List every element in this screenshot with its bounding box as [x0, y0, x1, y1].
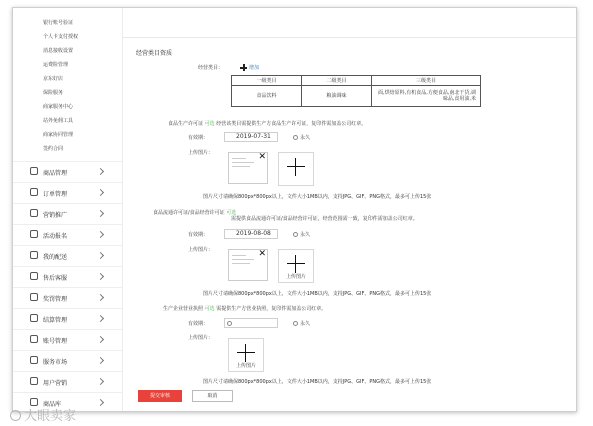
- submit-review-button[interactable]: 提交审核: [138, 390, 182, 402]
- license-note: 需提供食品流通许可证/食品经营许可证，经营范围需一致，复印件需加盖公司红章。: [231, 216, 418, 222]
- sidebar-item-delivery[interactable]: [13, 245, 123, 265]
- sidebar-item-goods[interactable]: [13, 161, 123, 181]
- chevron-right-icon: [97, 378, 104, 385]
- order-icon: [30, 188, 38, 196]
- table-header: 二级类目: [302, 76, 372, 86]
- plus-icon: [287, 158, 305, 176]
- watermark-text: 大眼卖家: [24, 409, 77, 424]
- chevron-right-icon: [97, 294, 104, 301]
- permanent-label: 永久: [300, 321, 311, 327]
- chevron-right-icon: [97, 315, 104, 322]
- upload-label: 上传图片：: [188, 335, 214, 341]
- chevron-right-icon: [97, 210, 104, 217]
- upload-label: 上传图片：: [188, 247, 214, 253]
- settlement-icon: [30, 314, 38, 322]
- chevron-right-icon: [97, 399, 104, 406]
- table-cell: 面,烘焙原料,有机食品,方便食品,南北干货,调味品,食用油,米: [372, 86, 481, 107]
- sidebar-item-marketing[interactable]: [13, 203, 123, 223]
- sidebar-item-label: 奖罚管理: [43, 296, 68, 303]
- date-input[interactable]: 2019-07-31: [224, 132, 278, 142]
- upload-image-button[interactable]: [278, 152, 314, 186]
- sidebar-item-label: 活动报名: [43, 233, 68, 240]
- optional-tag: 可选: [204, 121, 215, 127]
- upload-button-label: 上传图片: [285, 274, 306, 280]
- license-label: 生产企业营业执照: [163, 306, 204, 312]
- uploaded-image-thumb[interactable]: [228, 249, 268, 281]
- sidebar-subitem[interactable]: 站外免佣工具: [43, 118, 74, 124]
- category-label: 经营类目：: [198, 65, 224, 71]
- sidebar-item-account[interactable]: [13, 329, 123, 349]
- table-header-row: [232, 76, 481, 86]
- optional-tag: 可选: [204, 306, 215, 312]
- sidebar-item-service[interactable]: [13, 266, 123, 286]
- sidebar-item-user-marketing[interactable]: [13, 371, 123, 391]
- chevron-right-icon: [97, 168, 104, 175]
- delivery-icon: [30, 251, 38, 259]
- sidebar-item-label: 商品库: [43, 401, 62, 408]
- upload-hint: 图片尺寸请确保800px*800px以上，文件大小1MB以内，支持JPG、GIF、PNG格式，最多可上传15张: [203, 194, 432, 200]
- permanent-label: 永久: [300, 135, 311, 141]
- license-note: 经营该类目需提供生产方食品生产许可证，复印件需加盖公司红章。: [216, 121, 367, 127]
- account-icon: [30, 335, 38, 343]
- upload-label: 上传图片：: [188, 150, 214, 156]
- cancel-button[interactable]: 取消: [192, 390, 233, 402]
- sidebar-item-label: 我的配送: [43, 254, 68, 261]
- app-window: [12, 7, 577, 412]
- close-icon[interactable]: ✕: [258, 249, 266, 259]
- sidebar-subitem[interactable]: 京东好店: [43, 76, 64, 82]
- watermark: [10, 405, 76, 424]
- license-label: 食品流通许可证/食品经营许可证: [153, 210, 225, 216]
- license-label: 食品生产许可证: [168, 121, 204, 127]
- upload-button-label: 上传图片: [235, 363, 256, 369]
- license2-row: [153, 210, 236, 216]
- goods-icon: [30, 167, 38, 175]
- close-icon[interactable]: ✕: [258, 152, 266, 162]
- sidebar-subitem[interactable]: 个人卡支付授权: [43, 34, 79, 40]
- sidebar-item-label: 用户营销: [43, 380, 68, 387]
- sidebar-subitem[interactable]: 消息接收设置: [43, 48, 74, 54]
- chevron-right-icon: [97, 357, 104, 364]
- validity-label: 有效期：: [188, 232, 209, 238]
- sidebar-subitem[interactable]: 银行账号验证: [43, 20, 74, 26]
- chevron-right-icon: [97, 252, 104, 259]
- uploaded-image-thumb[interactable]: [228, 152, 268, 184]
- sidebar-item-reward[interactable]: [13, 287, 123, 307]
- optional-tag: 可选: [226, 210, 237, 216]
- add-category-button[interactable]: [240, 64, 259, 71]
- sidebar: [13, 8, 123, 411]
- sidebar-item-label: 账号管理: [43, 338, 68, 345]
- upload-hint: 图片尺寸请确保800px*800px以上，文件大小1MB以内，支持JPG、GIF、PNG格式，最多可上传15张: [203, 291, 432, 297]
- permanent-checkbox[interactable]: [293, 135, 298, 140]
- activity-icon: [30, 230, 38, 238]
- validity-label: 有效期：: [188, 135, 209, 141]
- sidebar-subitem[interactable]: 商家服务中心: [43, 104, 74, 110]
- plus-icon: [240, 64, 247, 71]
- watermark-logo-icon: [10, 410, 21, 421]
- table-header: 一级类目: [232, 76, 302, 86]
- category-table: [231, 75, 481, 107]
- sidebar-item-label: 售后客服: [43, 275, 68, 282]
- upload-hint: 图片尺寸请确保800px*800px以上，文件大小1MB以内，支持JPG、GIF、PNG格式，最多可上传15张: [203, 379, 432, 385]
- table-cell: 食品饮料: [232, 86, 302, 107]
- add-label: 增加: [249, 64, 260, 71]
- date-input[interactable]: [224, 318, 278, 328]
- table-cell: 粮油调味: [302, 86, 372, 107]
- top-strip: [123, 8, 577, 38]
- permanent-label: 永久: [300, 232, 311, 238]
- sidebar-subitem[interactable]: 保险服务: [43, 90, 64, 96]
- date-input[interactable]: 2019-08-08: [224, 229, 278, 239]
- plus-icon: [287, 255, 305, 273]
- sidebar-item-label: 服务市场: [43, 359, 68, 366]
- sidebar-item-label: 商品管理: [43, 170, 68, 177]
- marketing-icon: [30, 209, 38, 217]
- license3-row: [163, 306, 326, 312]
- main-content: [123, 8, 577, 411]
- sidebar-item-activity[interactable]: [13, 224, 123, 244]
- calendar-icon: [227, 321, 232, 326]
- table-row: [232, 86, 481, 107]
- validity-label: 有效期：: [188, 321, 209, 327]
- service-icon: [30, 272, 38, 280]
- upload-image-button[interactable]: [228, 338, 264, 372]
- user-marketing-icon: [30, 377, 38, 385]
- chevron-right-icon: [97, 336, 104, 343]
- sidebar-item-orders[interactable]: [13, 182, 123, 202]
- plus-icon: [237, 344, 255, 362]
- chevron-right-icon: [97, 231, 104, 238]
- sidebar-subitem[interactable]: 签约合同: [43, 146, 64, 152]
- sidebar-item-label: 结算管理: [43, 317, 68, 324]
- license1-row: [168, 121, 366, 127]
- sidebar-item-label: 营销推广: [43, 212, 68, 219]
- market-icon: [30, 356, 38, 364]
- upload-image-button[interactable]: [278, 249, 314, 283]
- permanent-checkbox[interactable]: [293, 321, 298, 326]
- chevron-right-icon: [97, 273, 104, 280]
- license-note: 需提供生产方营业执照，复印件需加盖公司红章。: [216, 306, 327, 312]
- sidebar-item-market[interactable]: [13, 350, 123, 370]
- permanent-checkbox[interactable]: [293, 232, 298, 237]
- section-title: 经营类目资质: [136, 50, 173, 57]
- sidebar-subitem[interactable]: 商家协同管理: [43, 132, 74, 138]
- chevron-right-icon: [97, 189, 104, 196]
- sidebar-subitem[interactable]: 运费险管理: [43, 62, 69, 68]
- sidebar-item-label: 订单管理: [43, 191, 68, 198]
- table-header: 三级类目: [372, 76, 481, 86]
- sidebar-item-settlement[interactable]: [13, 308, 123, 328]
- reward-icon: [30, 293, 38, 301]
